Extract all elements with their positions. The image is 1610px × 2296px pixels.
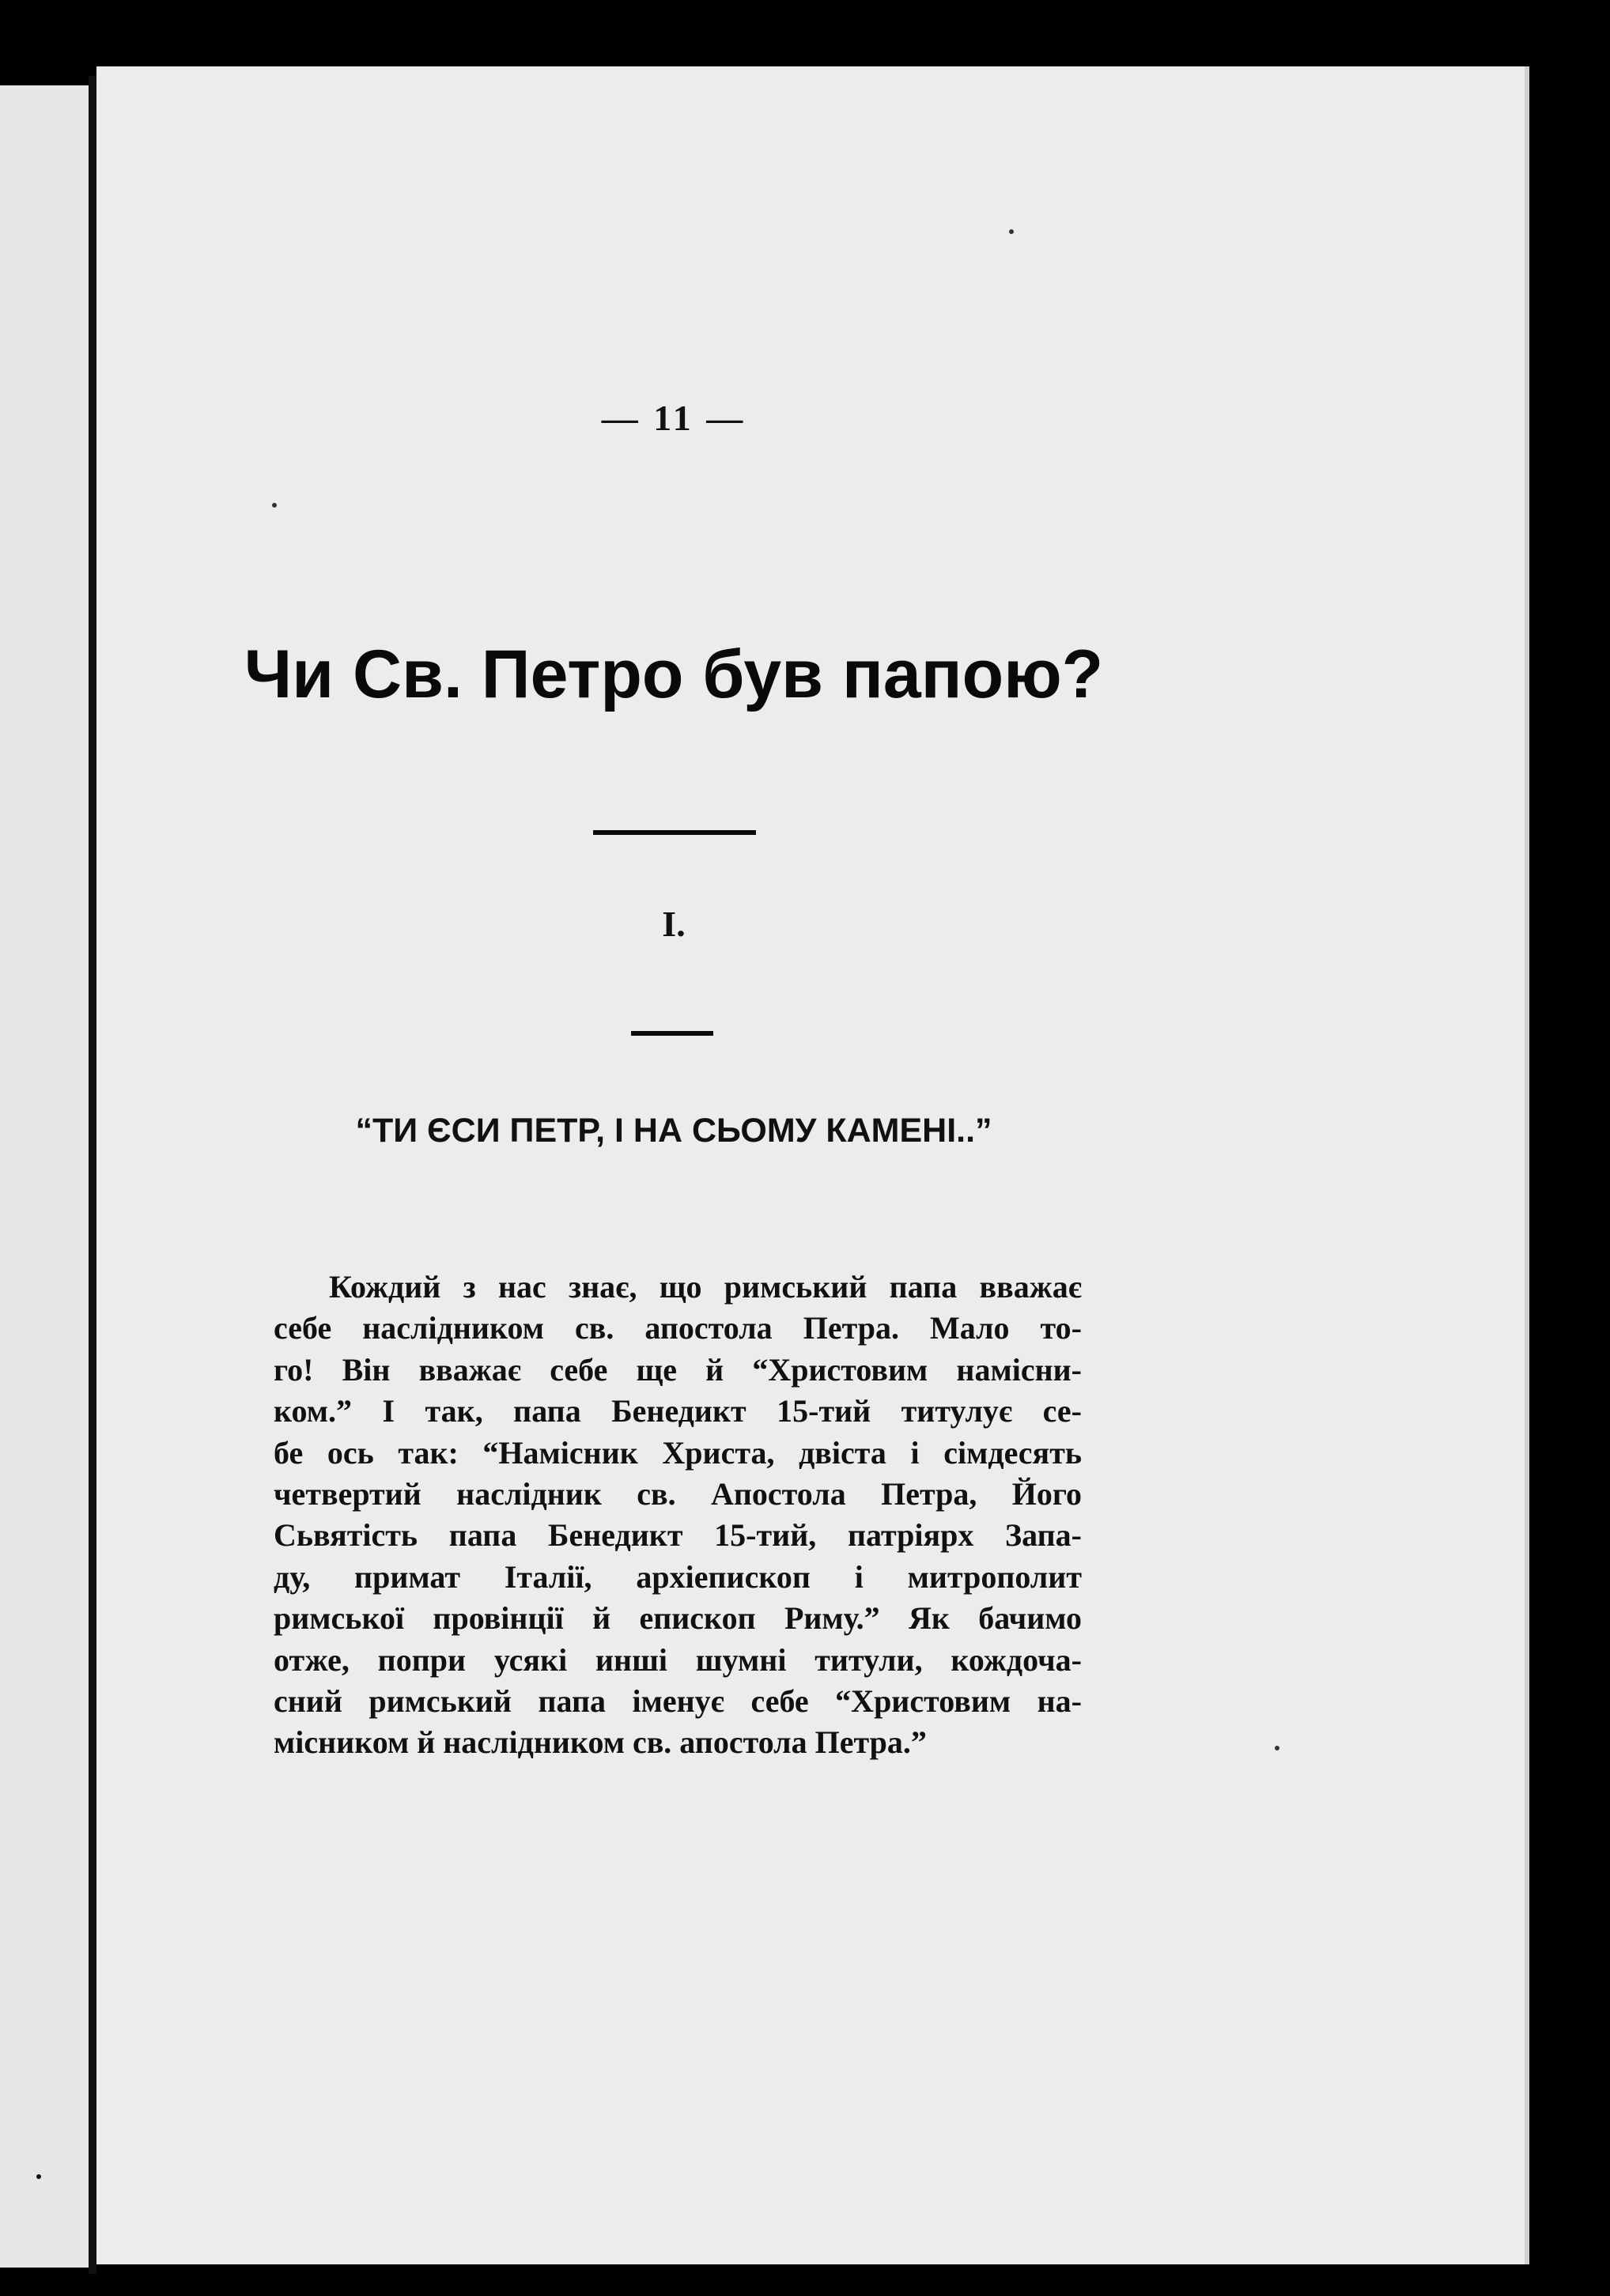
body-line: Сьвятість папа Бенедикт 15-тий, патріярх Запа- [274,1517,1082,1554]
title-rule [593,830,756,835]
binding-gutter [89,76,96,2274]
body-line: себе наслідником св. апостола Петра. Мало то- [274,1310,1082,1346]
body-line: бе ось так: “Намісник Христа, двіста і сімдесять [274,1434,1082,1471]
body-line: четвертий наслідник св. Апостола Петра, Його [274,1476,1082,1512]
film-speck [36,2174,41,2179]
section-rule [631,1031,713,1036]
body-line: місником й наслідником св. апостола Петра.” [274,1724,927,1761]
body-line: ду, примат Італії, архіепископ і митрополит [274,1558,1082,1595]
body-line: го! Він вважає себе ще й “Христовим намісни- [274,1351,1082,1388]
body-line: отже, попри усякі инші шумні титули, кождоча- [274,1641,1082,1678]
paper-speck [1009,229,1014,234]
book-page [96,66,1529,2264]
body-line: Кождий з нас знає, що римський папа вважає [329,1269,1082,1305]
paper-speck [1275,1746,1279,1750]
paper-speck [272,503,277,508]
page-number: — 11 — [601,398,746,438]
body-line: римської провінції й епископ Риму.” Як бачимо [274,1600,1082,1637]
epigraph: “ТИ ЄСИ ПЕТР, І НА СЬОМУ КАМЕНІ..” [355,1112,992,1150]
page-edge [1525,66,1529,2264]
body-line: сний римський папа іменує себе “Христовим на- [274,1683,1082,1720]
body-line: ком.” І так, папа Бенедикт 15-тий титулує се- [274,1393,1082,1429]
left-page-edge [0,85,89,2268]
body-paragraph [274,1267,1082,1764]
chapter-title: Чи Св. Петро був папою? [244,636,1104,712]
section-number: I. [662,904,686,944]
